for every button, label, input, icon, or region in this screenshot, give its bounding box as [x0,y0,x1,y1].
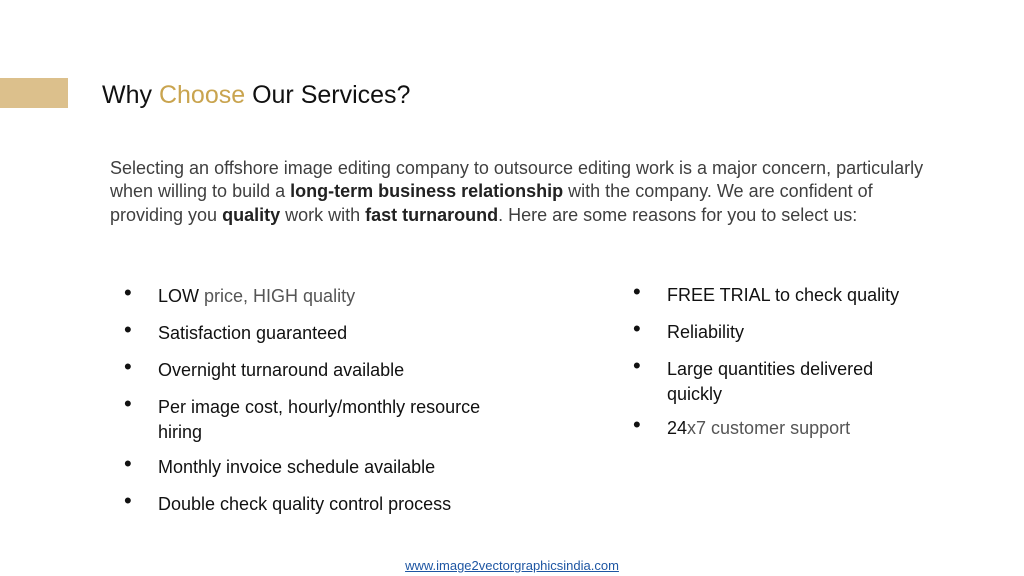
intro-bold-fast-turnaround: fast turnaround [365,204,499,225]
bullet-icon: • [633,279,641,304]
intro-text-1: Selecting an offshore image editing company to outsource editing work is a major concern, particularly when willing to build a [110,158,924,202]
list-item [110,391,510,455]
intro-bold-long-term: long-term business relationship [290,181,564,202]
page-title [102,78,410,112]
intro-text-2: with the company. We are confident of providing you [110,181,873,225]
list-item-text: Overnight turnaround available [158,360,405,380]
list-item-text: Large quantities delivered quickly [667,359,874,404]
accent-bar [0,78,68,108]
intro-text-4: . Here are some reasons for you to select us: [498,204,858,225]
list-item [110,317,510,358]
right-reasons-list [619,279,919,453]
bullet-icon: • [633,353,641,378]
title-part2: Our Services? [245,81,411,109]
list-item-text: LOW [158,286,200,306]
list-item [619,279,919,320]
bullet-icon: • [124,488,132,513]
intro-bold-quality: quality [222,204,281,225]
list-item [110,451,510,492]
list-item-text: FREE TRIAL to check quality [667,285,900,305]
intro-paragraph [110,157,930,227]
list-item-text: price, HIGH quality [199,286,356,306]
bullet-icon: • [124,280,132,305]
intro-text-3: work with [280,204,366,225]
list-item [619,412,919,453]
bullet-icon: • [124,391,132,416]
bullet-icon: • [124,354,132,379]
list-item-text: x7 customer support [687,418,851,438]
list-item-text: Reliability [667,322,745,342]
list-item-text: Satisfaction guaranteed [158,323,348,343]
list-item [619,316,919,357]
title-highlight: Choose [158,81,246,109]
list-item [619,353,919,416]
list-item-text: Monthly invoice schedule available [158,457,436,477]
title-part1: Why [102,81,159,109]
bullet-icon: • [633,316,641,341]
bullet-icon: • [124,317,132,342]
list-item-text: 24 [667,418,688,438]
list-item [110,354,510,395]
list-item-text: Double check quality control process [158,494,452,514]
list-item-text: Per image cost, hourly/monthly resource hiring [158,397,481,442]
list-item [110,280,510,321]
bullet-icon: • [633,412,641,437]
left-reasons-list [110,280,510,529]
website-link[interactable]: www.image2vectorgraphicsindia.com [405,558,619,573]
list-item [110,488,510,529]
bullet-icon: • [124,451,132,476]
